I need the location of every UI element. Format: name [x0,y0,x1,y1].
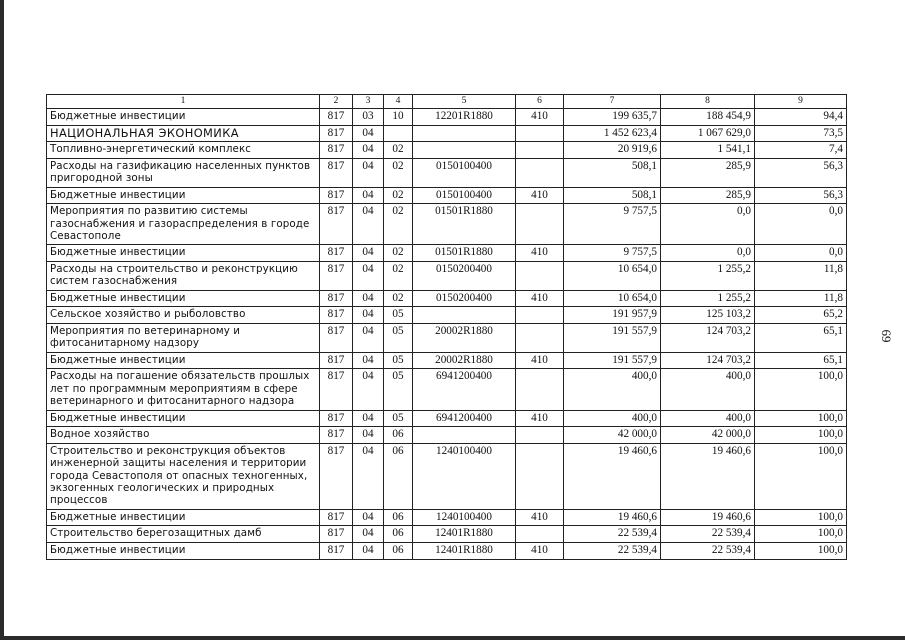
table-row [47,262,847,291]
target-article-cell: 0150100400 [413,187,516,204]
execution-percent-cell: 100,0 [755,443,847,509]
ministry-code-cell: 817 [320,245,353,262]
row-name-cell: Мероприятия по ветеринарному и фитосанитарному надзору [47,324,320,353]
ministry-code-cell: 817 [320,187,353,204]
table-row [47,443,847,509]
executed-amount-cell: 188 454,9 [661,109,755,126]
target-article-cell [413,427,516,444]
ministry-code-cell: 817 [320,509,353,526]
planned-amount-cell: 22 539,4 [564,543,661,560]
planned-amount-cell: 508,1 [564,158,661,187]
planned-amount-cell: 42 000,0 [564,427,661,444]
col-7-header: 7 [564,95,661,109]
target-article-cell: 6941200400 [413,369,516,410]
expense-type-cell [516,324,564,353]
row-name-cell: Бюджетные инвестиции [47,509,320,526]
table-row [47,142,847,159]
table-row [47,187,847,204]
subsection-code-cell: 02 [384,290,413,307]
ministry-code-cell: 817 [320,158,353,187]
subsection-code-cell: 05 [384,352,413,369]
execution-percent-cell: 65,1 [755,352,847,369]
ministry-code-cell: 817 [320,526,353,543]
page-number: 69 [879,329,894,343]
executed-amount-cell: 19 460,6 [661,443,755,509]
target-article-cell: 12201R1880 [413,109,516,126]
table-row [47,509,847,526]
subsection-code-cell: 02 [384,262,413,291]
executed-amount-cell: 285,9 [661,158,755,187]
col-5-header: 5 [413,95,516,109]
table-body [47,109,847,560]
planned-amount-cell: 10 654,0 [564,290,661,307]
target-article-cell: 1240100400 [413,509,516,526]
table-row [47,204,847,245]
planned-amount-cell: 191 557,9 [564,324,661,353]
planned-amount-cell: 199 635,7 [564,109,661,126]
planned-amount-cell: 508,1 [564,187,661,204]
planned-amount-cell: 1 452 623,4 [564,125,661,142]
row-name-cell: Бюджетные инвестиции [47,245,320,262]
subsection-code-cell: 06 [384,443,413,509]
subsection-code-cell: 02 [384,187,413,204]
expense-type-cell [516,443,564,509]
planned-amount-cell: 19 460,6 [564,443,661,509]
planned-amount-cell: 9 757,5 [564,245,661,262]
row-name-cell: Бюджетные инвестиции [47,290,320,307]
execution-percent-cell: 56,3 [755,187,847,204]
table-row [47,410,847,427]
table-row [47,245,847,262]
section-code-cell: 04 [353,324,384,353]
expense-type-cell: 410 [516,290,564,307]
expense-type-cell [516,158,564,187]
expense-type-cell: 410 [516,245,564,262]
table-row [47,352,847,369]
table-row [47,369,847,410]
execution-percent-cell: 56,3 [755,158,847,187]
planned-amount-cell: 400,0 [564,410,661,427]
execution-percent-cell: 100,0 [755,410,847,427]
execution-percent-cell: 100,0 [755,509,847,526]
section-code-cell: 04 [353,352,384,369]
table-row [47,125,847,142]
executed-amount-cell: 0,0 [661,204,755,245]
target-article-cell: 1240100400 [413,443,516,509]
target-article-cell: 0150200400 [413,290,516,307]
ministry-code-cell: 817 [320,290,353,307]
ministry-code-cell: 817 [320,109,353,126]
executed-amount-cell: 125 103,2 [661,307,755,324]
section-code-cell: 04 [353,427,384,444]
planned-amount-cell: 19 460,6 [564,509,661,526]
ministry-code-cell: 817 [320,262,353,291]
execution-percent-cell: 94,4 [755,109,847,126]
table-row [47,109,847,126]
col-9-header: 9 [755,95,847,109]
section-code-cell: 04 [353,142,384,159]
section-code-cell: 04 [353,369,384,410]
row-name-cell: Бюджетные инвестиции [47,410,320,427]
table-row [47,427,847,444]
subsection-code-cell: 02 [384,142,413,159]
execution-percent-cell: 11,8 [755,262,847,291]
target-article-cell [413,142,516,159]
col-8-header: 8 [661,95,755,109]
row-name-cell: Водное хозяйство [47,427,320,444]
target-article-cell [413,125,516,142]
executed-amount-cell: 1 255,2 [661,290,755,307]
row-name-cell: НАЦИОНАЛЬНАЯ ЭКОНОМИКА [47,125,320,142]
expense-type-cell [516,204,564,245]
row-name-cell: Строительство и реконструкция объектов инженерной защиты населения и территории города Севастополя от опасных техногенных, экзогенных геологических и природных процессов [47,443,320,509]
target-article-cell: 0150200400 [413,262,516,291]
planned-amount-cell: 20 919,6 [564,142,661,159]
section-code-cell: 04 [353,509,384,526]
ministry-code-cell: 817 [320,410,353,427]
row-name-cell: Расходы на строительство и реконструкцию систем газоснабжения [47,262,320,291]
table-row [47,158,847,187]
row-name-cell: Расходы на погашение обязательств прошлых лет по программным мероприятиям в сфере ветеринарного и фитосанитарного надзора [47,369,320,410]
expense-type-cell: 410 [516,109,564,126]
target-article-cell: 12401R1880 [413,526,516,543]
target-article-cell: 6941200400 [413,410,516,427]
ministry-code-cell: 817 [320,427,353,444]
expense-type-cell [516,262,564,291]
row-name-cell: Бюджетные инвестиции [47,109,320,126]
target-article-cell [413,307,516,324]
table-row [47,290,847,307]
ministry-code-cell: 817 [320,125,353,142]
table-row [47,324,847,353]
execution-percent-cell: 73,5 [755,125,847,142]
section-code-cell: 04 [353,307,384,324]
expense-type-cell: 410 [516,352,564,369]
col-6-header: 6 [516,95,564,109]
table-header-row [47,95,847,109]
section-code-cell: 04 [353,204,384,245]
section-code-cell: 04 [353,245,384,262]
section-code-cell: 04 [353,125,384,142]
section-code-cell: 04 [353,262,384,291]
subsection-code-cell [384,125,413,142]
table-row [47,543,847,560]
expense-type-cell [516,142,564,159]
executed-amount-cell: 285,9 [661,187,755,204]
executed-amount-cell: 1 255,2 [661,262,755,291]
execution-percent-cell: 100,0 [755,369,847,410]
expense-type-cell: 410 [516,410,564,427]
row-name-cell: Мероприятия по развитию системы газоснабжения и газораспределения в городе Севастополе [47,204,320,245]
section-code-cell: 04 [353,158,384,187]
table-row [47,526,847,543]
executed-amount-cell: 1 541,1 [661,142,755,159]
expense-type-cell [516,526,564,543]
subsection-code-cell: 10 [384,109,413,126]
subsection-code-cell: 06 [384,526,413,543]
planned-amount-cell: 10 654,0 [564,262,661,291]
col-4-header: 4 [384,95,413,109]
planned-amount-cell: 400,0 [564,369,661,410]
executed-amount-cell: 22 539,4 [661,526,755,543]
section-code-cell: 04 [353,187,384,204]
ministry-code-cell: 817 [320,307,353,324]
subsection-code-cell: 02 [384,158,413,187]
expense-type-cell: 410 [516,509,564,526]
col-1-header: 1 [47,95,320,109]
target-article-cell: 12401R1880 [413,543,516,560]
execution-percent-cell: 0,0 [755,245,847,262]
ministry-code-cell: 817 [320,352,353,369]
ministry-code-cell: 817 [320,443,353,509]
execution-percent-cell: 7,4 [755,142,847,159]
row-name-cell: Бюджетные инвестиции [47,187,320,204]
row-name-cell: Строительство берегозащитных дамб [47,526,320,543]
target-article-cell: 01501R1880 [413,245,516,262]
row-name-cell: Топливно-энергетический комплекс [47,142,320,159]
target-article-cell: 20002R1880 [413,324,516,353]
target-article-cell: 0150100400 [413,158,516,187]
section-code-cell: 04 [353,543,384,560]
planned-amount-cell: 9 757,5 [564,204,661,245]
col-3-header: 3 [353,95,384,109]
row-name-cell: Расходы на газификацию населенных пунктов пригородной зоны [47,158,320,187]
section-code-cell: 04 [353,410,384,427]
section-code-cell: 04 [353,443,384,509]
subsection-code-cell: 05 [384,410,413,427]
scan-edge-bottom [0,636,905,640]
executed-amount-cell: 19 460,6 [661,509,755,526]
executed-amount-cell: 0,0 [661,245,755,262]
planned-amount-cell: 191 957,9 [564,307,661,324]
row-name-cell: Сельское хозяйство и рыболовство [47,307,320,324]
planned-amount-cell: 22 539,4 [564,526,661,543]
execution-percent-cell: 100,0 [755,526,847,543]
expense-type-cell [516,125,564,142]
expense-type-cell: 410 [516,187,564,204]
executed-amount-cell: 42 000,0 [661,427,755,444]
expense-type-cell: 410 [516,543,564,560]
execution-percent-cell: 100,0 [755,427,847,444]
section-code-cell: 04 [353,290,384,307]
subsection-code-cell: 02 [384,245,413,262]
execution-percent-cell: 11,8 [755,290,847,307]
col-2-header: 2 [320,95,353,109]
subsection-code-cell: 06 [384,509,413,526]
executed-amount-cell: 22 539,4 [661,543,755,560]
planned-amount-cell: 191 557,9 [564,352,661,369]
row-name-cell: Бюджетные инвестиции [47,352,320,369]
expense-type-cell [516,369,564,410]
expense-type-cell [516,307,564,324]
subsection-code-cell: 05 [384,307,413,324]
target-article-cell: 01501R1880 [413,204,516,245]
executed-amount-cell: 124 703,2 [661,352,755,369]
expense-type-cell [516,427,564,444]
executed-amount-cell: 400,0 [661,410,755,427]
execution-percent-cell: 65,2 [755,307,847,324]
execution-percent-cell: 65,1 [755,324,847,353]
ministry-code-cell: 817 [320,204,353,245]
section-code-cell: 04 [353,526,384,543]
section-code-cell: 03 [353,109,384,126]
target-article-cell: 20002R1880 [413,352,516,369]
execution-percent-cell: 100,0 [755,543,847,560]
subsection-code-cell: 05 [384,324,413,353]
ministry-code-cell: 817 [320,369,353,410]
budget-table [46,94,847,560]
subsection-code-cell: 06 [384,427,413,444]
row-name-cell: Бюджетные инвестиции [47,543,320,560]
ministry-code-cell: 817 [320,543,353,560]
ministry-code-cell: 817 [320,324,353,353]
ministry-code-cell: 817 [320,142,353,159]
executed-amount-cell: 1 067 629,0 [661,125,755,142]
scan-edge-left [0,0,4,640]
execution-percent-cell: 0,0 [755,204,847,245]
table-row [47,307,847,324]
executed-amount-cell: 124 703,2 [661,324,755,353]
executed-amount-cell: 400,0 [661,369,755,410]
subsection-code-cell: 06 [384,543,413,560]
subsection-code-cell: 02 [384,204,413,245]
subsection-code-cell: 05 [384,369,413,410]
